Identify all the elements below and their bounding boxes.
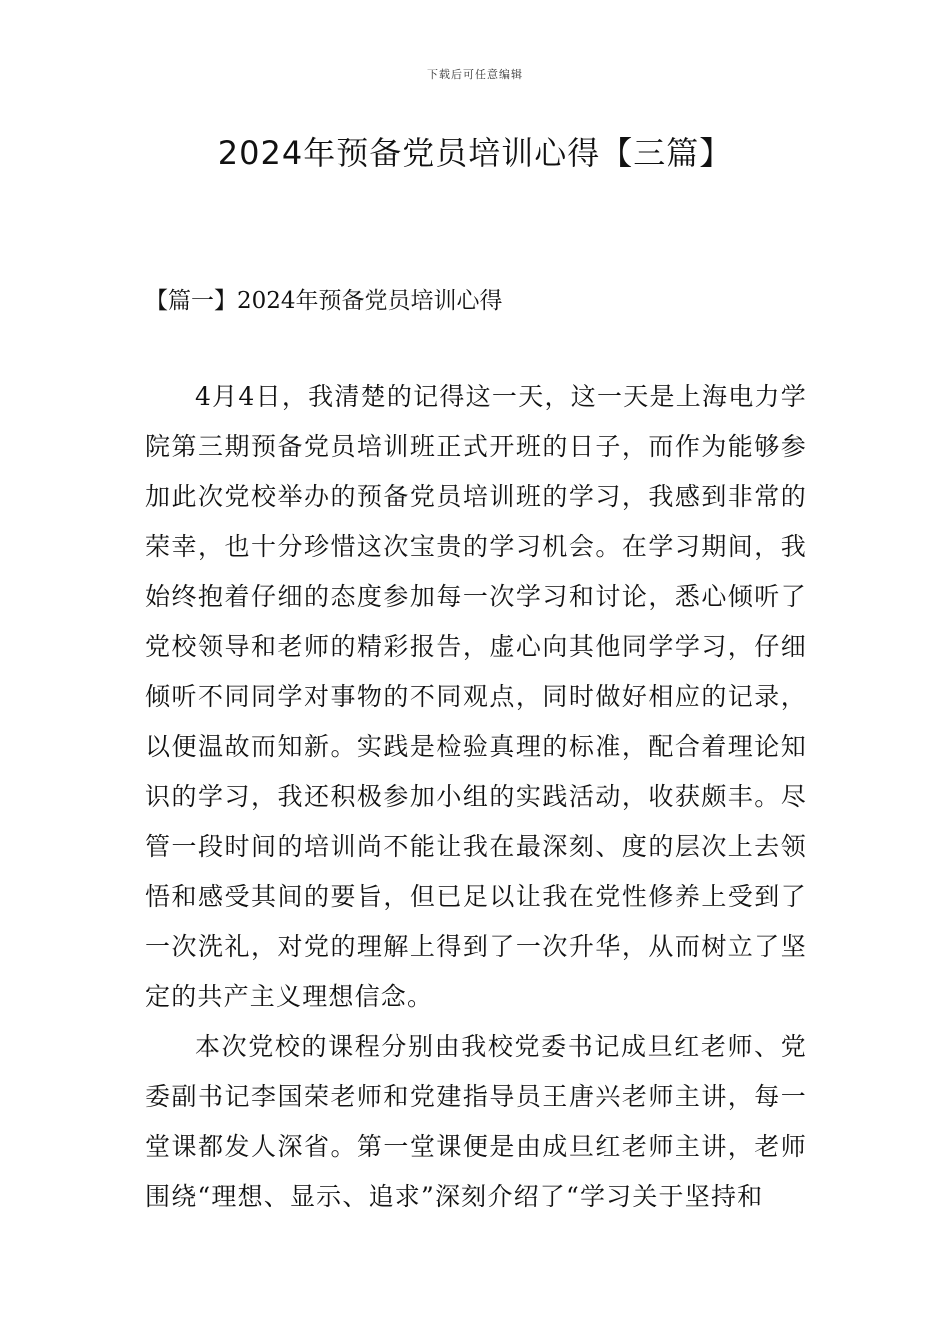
paragraph-2: 本次党校的课程分别由我校党委书记成旦红老师、党委副书记李国荣老师和党建指导员王唐兴老师主讲，每一堂课都发人深省。第一堂课便是由成旦红老师主讲，老师围绕“理想、显示、追求”深刻介绍了“学习关于坚持和 [145, 1032, 807, 1211]
paragraph-1: 4月4日，我清楚的记得这一天，这一天是上海电力学院第三期预备党员培训班正式开班的日子，而作为能够参加此次党校举办的预备党员培训班的学习，我感到非常的荣幸，也十分珍惜这次宝贵的学习机会。在学习期间，我始终抱着仔细的态度参加每一次学习和讨论，悉心倾听了党校领导和老师的精彩报告，虚心向其他同学学习，仔细倾听不同同学对事物的不同观点，同时做好相应的记录，以便温故而知新。实践是检验真理的标准，配合着理论知识的学习，我还积极参加小组的实践活动，收获颇丰。尽管一段时间的培训尚不能让我在最深刻、度的层次上去领悟和感受其间的要旨，但已足以让我在党性修养上受到了一次洗礼，对党的理解上得到了一次升华，从而树立了坚定的共产主义理想信念。 [145, 382, 807, 1011]
section-heading: 【篇一】2024年预备党员培训心得 [145, 288, 503, 314]
document-title: 2024年预备党员培训心得【三篇】 [217, 134, 733, 172]
header-note: 下载后可任意编辑 [427, 68, 523, 81]
body-text [145, 372, 807, 1222]
